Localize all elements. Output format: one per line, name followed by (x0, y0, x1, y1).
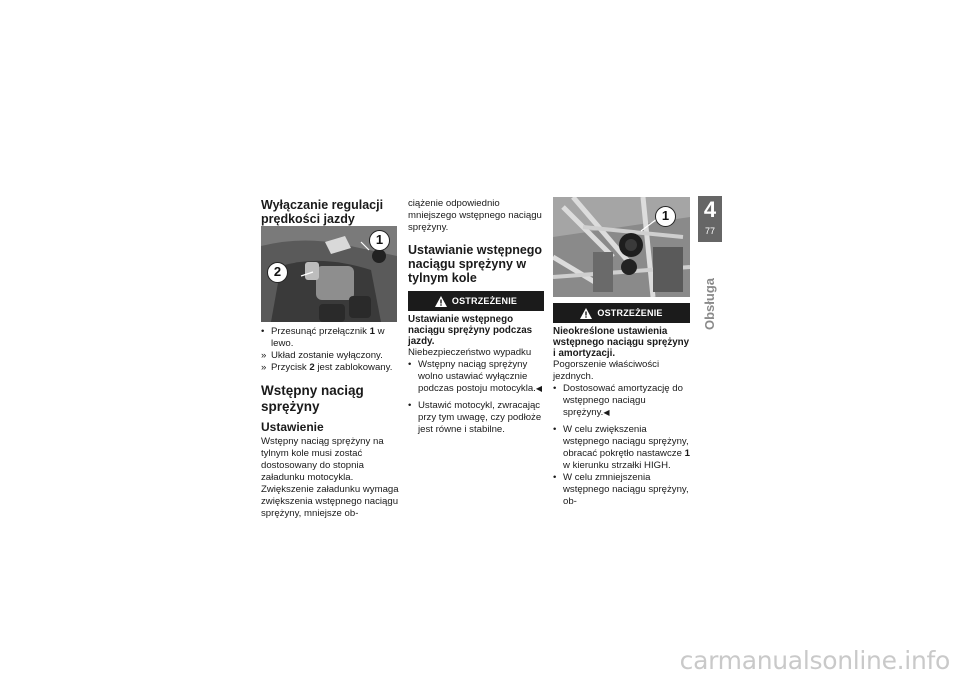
reference-number: 1 (369, 326, 375, 337)
instruction-text: w kierunku strzałki HIGH. (563, 460, 671, 471)
body-paragraph-continued: ciążenie odpowiednio mniejszego wstępnego naciągu sprężyny. (408, 198, 542, 233)
warning-bar (408, 291, 544, 311)
page-number: 77 (704, 226, 715, 236)
result-item (261, 350, 399, 362)
instruction-bullet (553, 424, 690, 472)
warning-title: Nieokreślone ustawienia wstępnego naciągu sprężyny i amortyzacji. (553, 326, 690, 359)
end-mark-icon: ◀ (535, 384, 543, 393)
section-heading-cruise: Wyłączanie regulacji prędkości jazdy (261, 198, 384, 226)
warning-bullet (408, 359, 544, 395)
instruction-text: W celu zmniejszenia wstępnego naciągu sprężyny, ob- (563, 472, 689, 507)
figure-callout-1: 1 (369, 230, 390, 251)
body-paragraph: Wstępny naciąg sprężyny na tylnym kole musi zostać dostosowany do stopnia załadunku motocykla. Zwiększenie załadunku wymaga zwiększenia wstępnego naciągu sprężyny, mniejsze ob- (261, 436, 399, 519)
column-3 (553, 303, 690, 508)
warning-bar (553, 303, 690, 323)
instruction-bullet (553, 472, 690, 508)
figure-callout-1: 1 (655, 206, 676, 227)
reference-number: 2 (309, 362, 315, 373)
subheading-setting: Ustawienie (261, 420, 324, 434)
chapter-number: 4 (703, 197, 717, 222)
warning-text: Niebezpieczeństwo wypadku (408, 347, 532, 358)
bullet-marker: • (408, 359, 412, 370)
section-heading-spring: Wstępny naciąg sprężyny (261, 383, 364, 414)
figure-callout-2: 2 (267, 262, 288, 283)
warning-triangle-icon (435, 296, 447, 307)
warning-bullet (553, 383, 690, 419)
result-text: jest zablokowany. (314, 362, 393, 373)
column-2 (408, 198, 544, 436)
bullet-marker: • (553, 424, 557, 435)
instruction-text: W celu zwiększenia wstępnego naciągu sprężyny, obracać pokrętło nastawcze (563, 424, 689, 459)
end-mark-icon: ◀ (603, 408, 610, 417)
warning-bullet-text: Wstępny naciąg sprężyny wolno ustawiać wyłącznie podczas postoju motocykla. (418, 359, 536, 394)
bullet-marker: • (408, 400, 412, 411)
result-text: Przycisk (271, 362, 310, 373)
bullet-marker: • (553, 472, 557, 483)
watermark: carmanualsonline.info (679, 646, 950, 675)
bullet-marker: • (261, 326, 265, 337)
result-marker: » (261, 362, 267, 373)
result-text: Układ zostanie wyłączony. (271, 350, 383, 361)
instruction-text: Przesunąć przełącznik (271, 326, 370, 337)
instruction-text: Ustawić motocykl, zwracając przy tym uwagę, czy podłoże jest równe i stabilne. (418, 400, 542, 435)
warning-title: Ustawianie wstępnego naciągu sprężyny podczas jazdy. (408, 314, 533, 347)
instruction-bullet (261, 326, 399, 350)
section-heading-rear-spring: Ustawianie wstępnego naciągu sprężyny w tylnym kole (408, 243, 543, 285)
result-item (261, 362, 399, 374)
reference-number: 1 (684, 448, 690, 459)
result-marker: » (261, 350, 267, 361)
warning-text: Pogorszenie właściwości jezdnych. (553, 359, 660, 382)
warning-label: OSTRZEŻENIE (451, 296, 518, 306)
bullet-marker: • (553, 383, 557, 394)
instruction-bullet (408, 400, 544, 436)
warning-label: OSTRZEŻENIE (597, 308, 663, 318)
warning-triangle-icon (580, 308, 592, 319)
column-1 (261, 198, 397, 226)
section-label: Obsługa (702, 277, 717, 330)
warning-bullet-text: Dostosować amortyzację do wstępnego naciągu sprężyny. (563, 383, 683, 418)
column-1-text (261, 326, 399, 520)
instruction-text: w lewo. (271, 326, 385, 349)
